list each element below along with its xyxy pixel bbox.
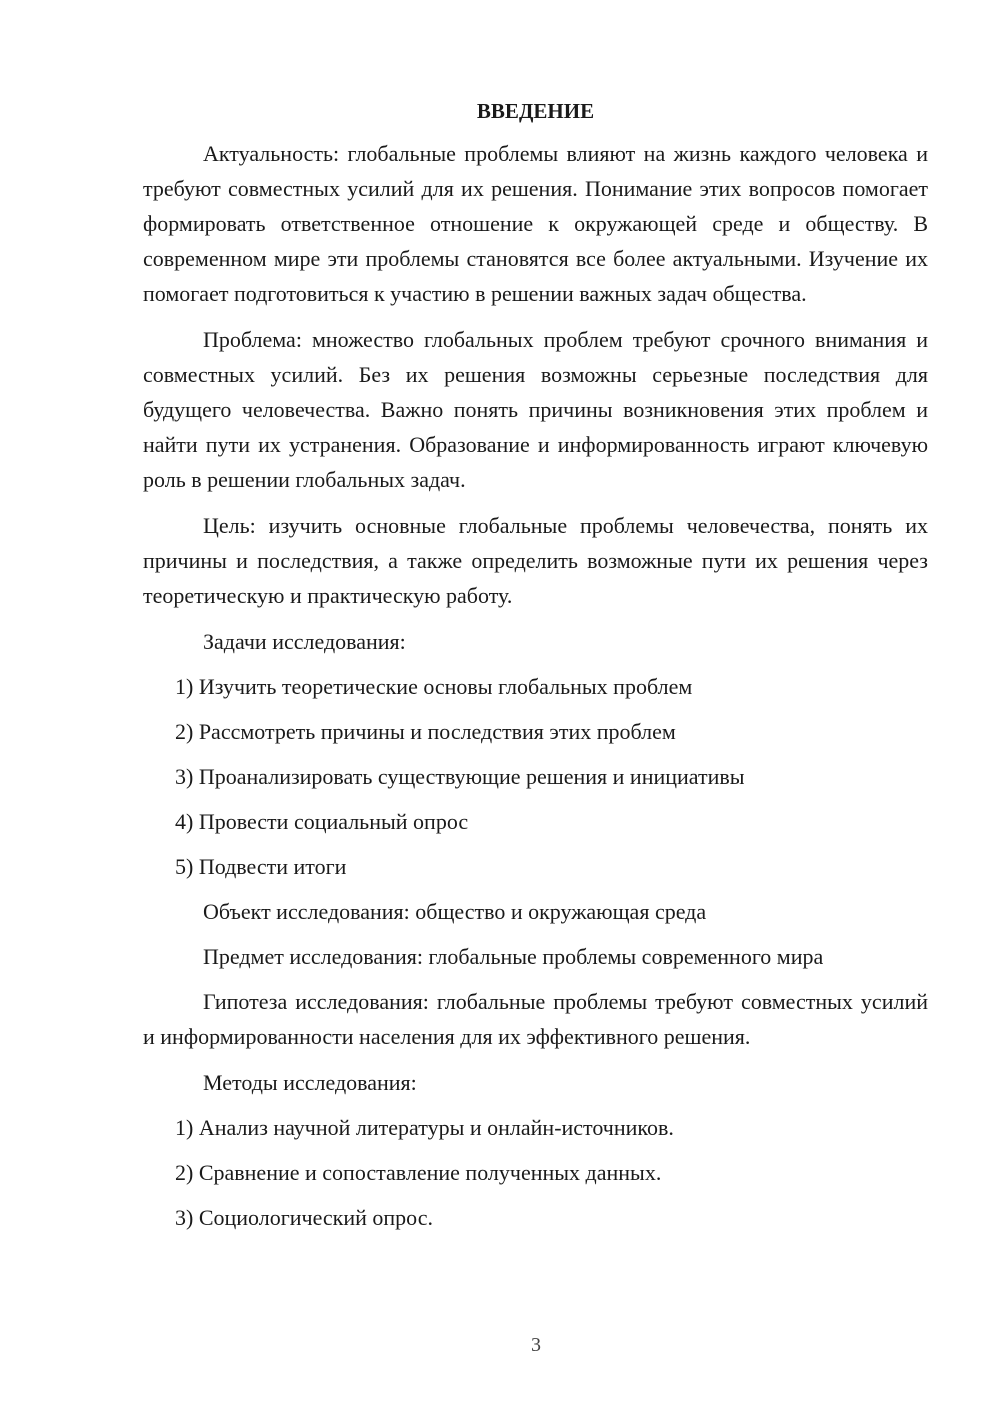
task-item: 5) Подвести итоги — [175, 854, 347, 879]
page-title: ВВЕДЕНИЕ — [476, 99, 595, 123]
task-item: 2) Рассмотреть причины и последствия этих проблем — [175, 719, 676, 744]
methods-heading: Методы исследования: — [203, 1070, 417, 1095]
page-number: 3 — [531, 1334, 541, 1356]
task-item: 1) Изучить теоретические основы глобальных проблем — [175, 674, 693, 699]
task-item: 4) Провести социальный опрос — [175, 809, 469, 834]
goal-paragraph: Цель: изучить основные глобальные проблемы человечества, понять их причины и последствия, а также определить возможные пути их решения через теоретическую и практическую работу. — [143, 513, 928, 608]
method-item: 2) Сравнение и сопоставление полученных данных. — [175, 1160, 662, 1185]
methods-list — [143, 1110, 928, 1235]
method-item: 3) Социологический опрос. — [175, 1205, 433, 1230]
task-item: 3) Проанализировать существующие решения и инициативы — [175, 764, 745, 789]
method-item: 1) Анализ научной литературы и онлайн-источников. — [175, 1115, 674, 1140]
problem-paragraph: Проблема: множество глобальных проблем требуют срочного внимания и совместных усилий. Без их решения возможны серьезные последствия для будущего человечества. Важно понять причины возникновения этих проблем и найти пути их устранения. Образование и информированность играют ключевую роль в решении глобальных задач. — [143, 327, 928, 492]
relevance-paragraph: Актуальность: глобальные проблемы влияют на жизнь каждого человека и требуют совместных усилий для их решения. Понимание этих вопросов помогает формировать ответственное отношение к окружающей среде и обществу. В современном мире эти проблемы становятся все более актуальными. Изучение их помогает подготовиться к участию в решении важных задач общества. — [143, 141, 928, 306]
page-content — [143, 96, 928, 1245]
object-line: Объект исследования: общество и окружающая среда — [203, 899, 707, 924]
hypothesis-paragraph: Гипотеза исследования: глобальные проблемы требуют совместных усилий и информированности населения для их эффективного решения. — [143, 989, 928, 1049]
subject-line: Предмет исследования: глобальные проблемы современного мира — [203, 944, 824, 969]
tasks-heading: Задачи исследования: — [203, 629, 406, 654]
tasks-list — [143, 669, 928, 884]
